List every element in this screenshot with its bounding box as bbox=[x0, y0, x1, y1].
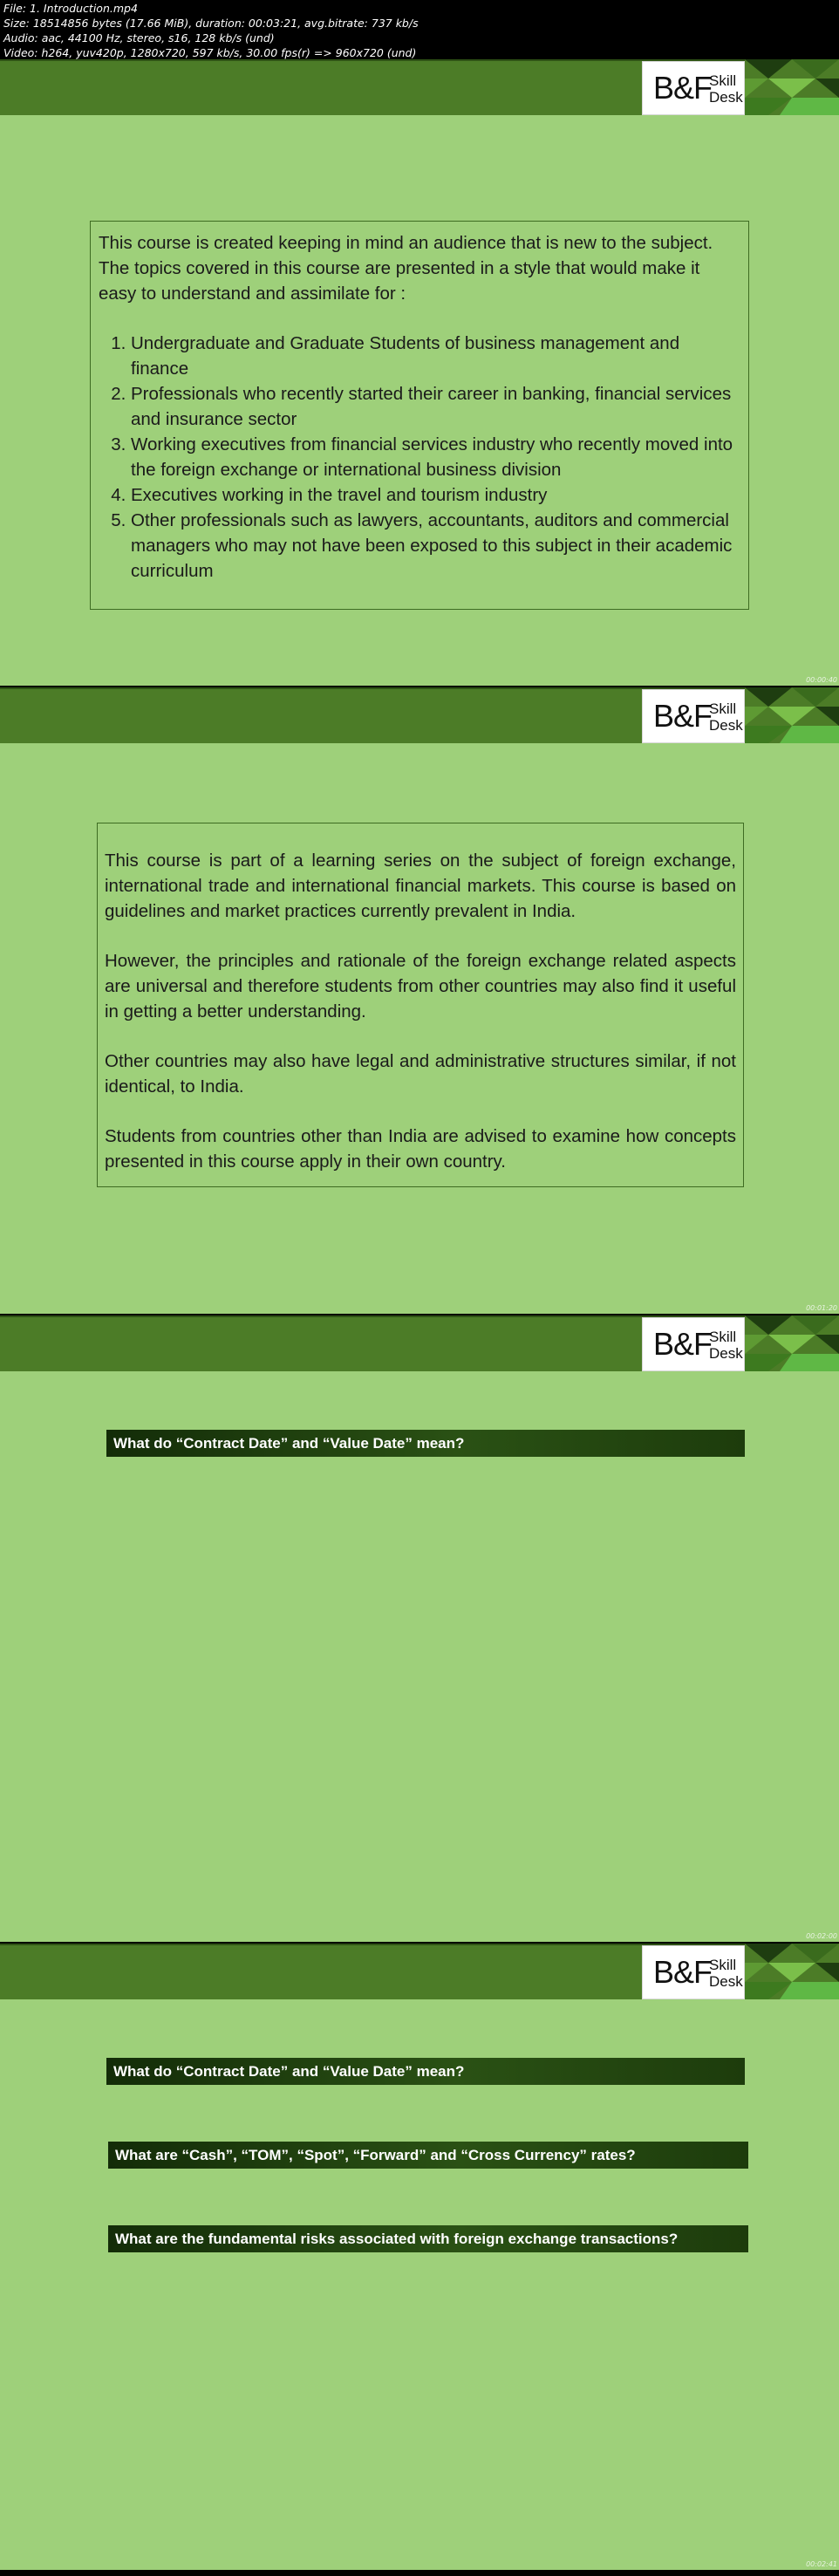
question-bar: What do “Contract Date” and “Value Date” mean? bbox=[106, 1430, 745, 1457]
green-triangles-decoration bbox=[745, 59, 839, 115]
frame-timestamp: 00:01:20 bbox=[806, 1304, 837, 1312]
logo-mark: B&F bbox=[653, 1954, 713, 1990]
frame-timestamp: 00:02:41 bbox=[806, 2560, 837, 2568]
file-info-line: File: 1. Introduction.mp4 bbox=[3, 2, 138, 15]
file-info-line: Video: h264, yuv420p, 1280x720, 597 kb/s, 30.00 fps(r) => 960x720 (und) bbox=[3, 46, 417, 59]
list-item: 3. Working executives from financial services industry who recently moved into the foreign exchange or international business division bbox=[131, 432, 740, 482]
list-item: 2. Professionals who recently started their career in banking, financial services and insurance sector bbox=[131, 381, 740, 432]
logo-text: Skill Desk bbox=[709, 700, 743, 734]
file-info-line: Audio: aac, 44100 Hz, stereo, s16, 128 kb/s (und) bbox=[3, 31, 275, 44]
green-triangles-decoration bbox=[745, 1944, 839, 1999]
frame-timestamp: 00:02:00 bbox=[806, 1932, 837, 1940]
green-triangles-decoration bbox=[745, 1315, 839, 1371]
bf-skill-desk-logo bbox=[642, 1945, 745, 1999]
file-info-line: Size: 18514856 bytes (17.66 MiB), duration: 00:03:21, avg.bitrate: 737 kb/s bbox=[3, 17, 419, 30]
slide-3 bbox=[0, 1315, 839, 1942]
file-info-header bbox=[0, 0, 839, 59]
slide-2 bbox=[0, 687, 839, 1314]
logo-text: Skill Desk bbox=[709, 1329, 743, 1362]
paragraph: Students from countries other than India are advised to examine how concepts presented in this course apply in their own country. bbox=[105, 1126, 736, 1172]
bf-skill-desk-logo bbox=[642, 1317, 745, 1371]
slide-1 bbox=[0, 59, 839, 686]
logo-text: Skill Desk bbox=[709, 1957, 743, 1990]
logo-mark: B&F bbox=[653, 1326, 713, 1362]
question-bar: What are the fundamental risks associated with foreign exchange transactions? bbox=[108, 2225, 748, 2252]
list-item: 1. Undergraduate and Graduate Students of business management and finance bbox=[131, 331, 740, 381]
audience-text-box bbox=[90, 221, 749, 610]
question-bar: What do “Contract Date” and “Value Date” mean? bbox=[106, 2058, 745, 2085]
green-triangles-decoration bbox=[745, 687, 839, 743]
paragraph: Other countries may also have legal and administrative structures similar, if not identical, to India. bbox=[105, 1051, 736, 1097]
intro-paragraph: This course is created keeping in mind an audience that is new to the subject. The topics covered in this course are presented in a style that would make it easy to understand and assimilate for : bbox=[99, 233, 713, 304]
list-item: 4. Executives working in the travel and tourism industry bbox=[131, 482, 740, 508]
paragraph: However, the principles and rationale of the foreign exchange related aspects are universal and therefore students from other countries may also find it useful in getting a better understanding. bbox=[105, 951, 736, 1022]
audience-list bbox=[99, 331, 740, 584]
paragraph: This course is part of a learning series on the subject of foreign exchange, international trade and international financial markets. This course is based on guidelines and market practices currently prevalent in India. bbox=[105, 851, 736, 921]
frame-timestamp: 00:00:40 bbox=[806, 676, 837, 684]
bf-skill-desk-logo bbox=[642, 61, 745, 115]
bf-skill-desk-logo bbox=[642, 689, 745, 743]
course-series-text-box bbox=[97, 823, 744, 1187]
slide-4 bbox=[0, 1944, 839, 2570]
logo-mark: B&F bbox=[653, 70, 713, 106]
list-item: 5. Other professionals such as lawyers, accountants, auditors and commercial managers who may not have been exposed to this subject in their academic curriculum bbox=[131, 508, 740, 584]
logo-text: Skill Desk bbox=[709, 72, 743, 106]
logo-mark: B&F bbox=[653, 698, 713, 734]
question-bar: What are “Cash”, “TOM”, “Spot”, “Forward” and “Cross Currency” rates? bbox=[108, 2142, 748, 2169]
